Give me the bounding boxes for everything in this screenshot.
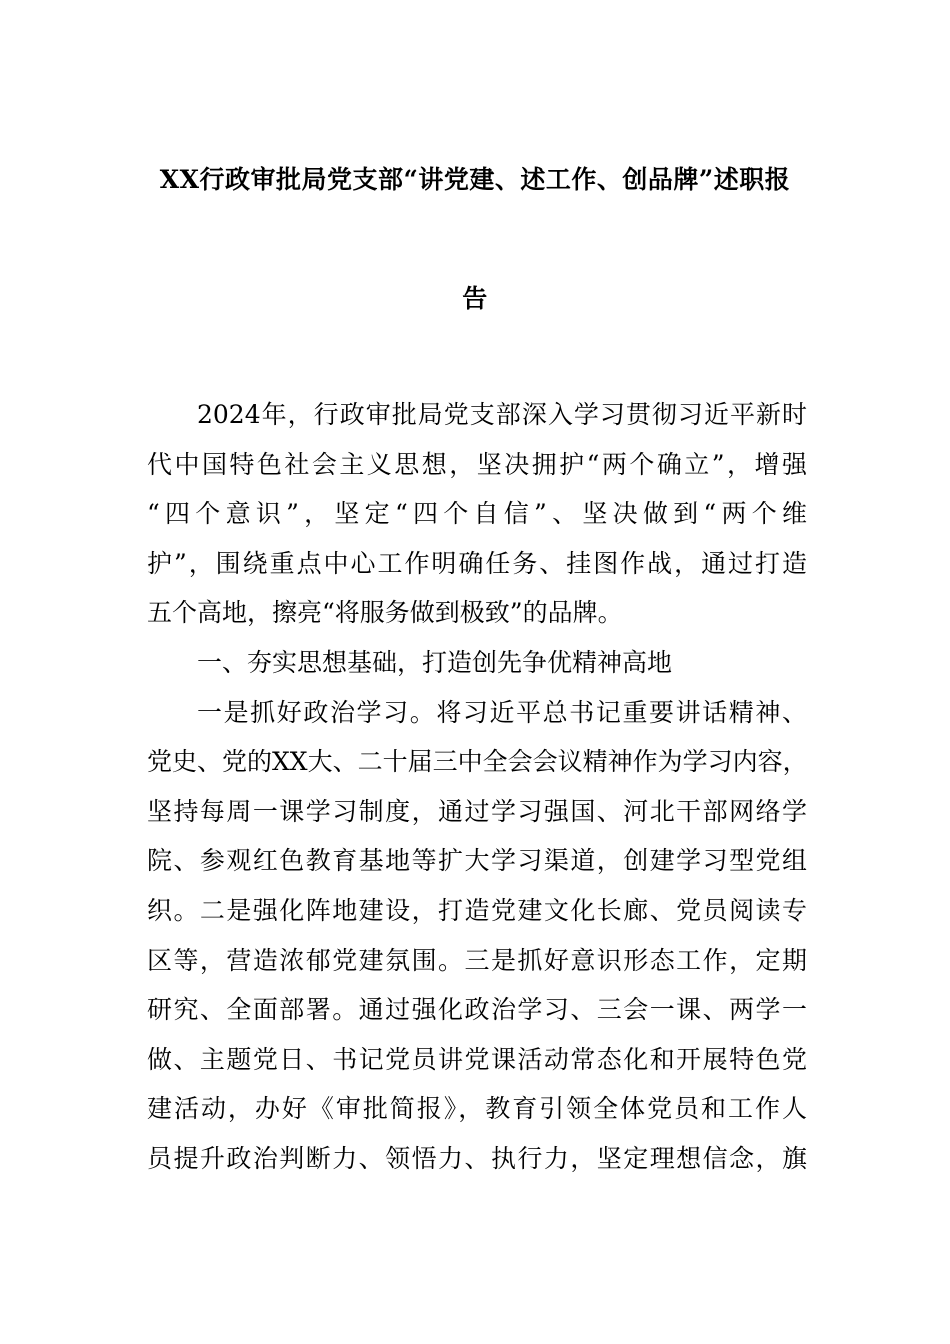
body-line: 员提升政治判断力、领悟力、执行力，坚定理想信念，旗 bbox=[147, 1143, 807, 1173]
body-line: 坚持每周一课学习制度，通过学习强国、河北干部网络学 bbox=[147, 796, 807, 826]
body-line: 党史、党的XX大、二十届三中全会会议精神作为学习内容， bbox=[147, 747, 808, 777]
body-line: 一是抓好政治学习。将习近平总书记重要讲话精神、 bbox=[197, 697, 807, 727]
body-line: 研究、全面部署。通过强化政治学习、三会一课、两学一 bbox=[147, 995, 807, 1025]
body-line: “四个意识”，坚定“四个自信”、坚决做到“两个维 bbox=[147, 499, 807, 529]
body-line: 院、参观红色教育基地等扩大学习渠道，创建学习型党组 bbox=[147, 846, 807, 876]
body-line: 2024年，行政审批局党支部深入学习贯彻习近平新时 bbox=[197, 400, 807, 429]
body-line: 代中国特色社会主义思想，坚决拥护“两个确立”，增强 bbox=[147, 449, 807, 479]
document-body bbox=[147, 393, 807, 1187]
body-line: 做、主题党日、书记党员讲党课活动常态化和开展特色党 bbox=[147, 1044, 807, 1074]
section-heading: 一、夯实思想基础，打造创先争优精神高地 bbox=[197, 647, 673, 677]
document-title-line-2: 告 bbox=[462, 284, 488, 313]
body-line: 织。二是强化阵地建设，打造党建文化长廊、党员阅读专 bbox=[147, 895, 807, 925]
body-line: 护”，围绕重点中心工作明确任务、挂图作战，通过打造 bbox=[147, 548, 807, 578]
body-line: 区等，营造浓郁党建氛围。三是抓好意识形态工作，定期 bbox=[147, 945, 807, 975]
document-title-line-1: XX行政审批局党支部“讲党建、述工作、创品牌”述职报 bbox=[159, 165, 791, 194]
body-line: 建活动，办好《审批简报》，教育引领全体党员和工作人 bbox=[147, 1094, 807, 1124]
body-line: 五个高地，擦亮“将服务做到极致”的品牌。 bbox=[147, 598, 623, 628]
